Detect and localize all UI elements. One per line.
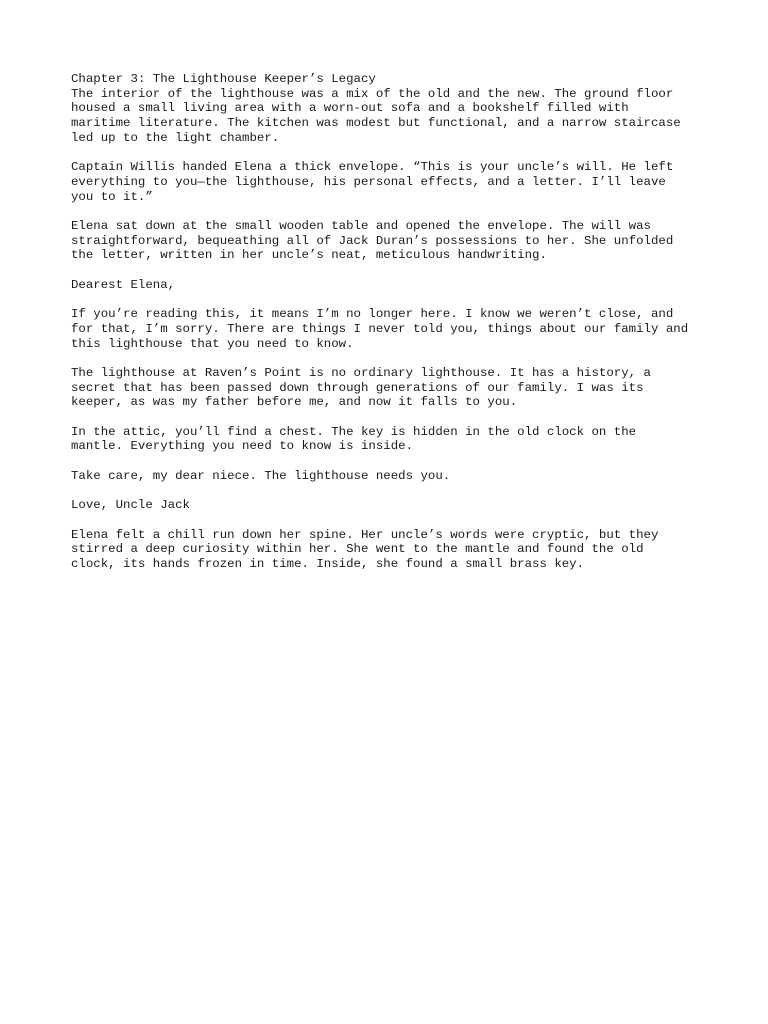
paragraph-brass-key: Elena felt a chill run down her spine. Her uncle’s words were cryptic, but they stirred a deep curiosity within her. She went to the mantle and found the old clock, its hands frozen in time. Inside, she found a small brass key. — [71, 527, 659, 572]
paragraph-lighthouse-interior: The interior of the lighthouse was a mix of the old and the new. The ground floor housed a small living area with a worn-out sofa and a bookshelf filled with maritime literature. The kitchen was modest but functional, and a narrow staircase led up to the light chamber. — [71, 86, 681, 145]
paragraph-captain-envelope: Captain Willis handed Elena a thick envelope. “This is your uncle’s will. He left everything to you—the lighthouse, his personal effects, and a letter. I’ll leave you to it.” — [71, 160, 674, 204]
document-page — [71, 72, 711, 586]
letter-signoff: Love, Uncle Jack — [71, 498, 190, 513]
letter-paragraph-take-care: Take care, my dear niece. The lighthouse needs you. — [71, 468, 451, 483]
letter-salutation: Dearest Elena, — [71, 277, 176, 292]
letter-paragraph-apology: If you’re reading this, it means I’m no longer here. I know we weren’t close, and for that, I’m sorry. There are things I never told you, things about our family and this lighthouse that you need to know. — [71, 307, 689, 351]
chapter-title: Chapter 3: The Lighthouse Keeper’s Legacy — [71, 72, 376, 86]
letter-paragraph-attic: In the attic, you’ll find a chest. The key is hidden in the old clock on the mantle. Everything you need to know is inside. — [71, 424, 637, 454]
paragraph-opening-will: Elena sat down at the small wooden table and opened the envelope. The will was straightforward, bequeathing all of Jack Duran’s possessions to her. She unfolded the letter, written in her uncle’s neat, meticulous handwriting. — [71, 219, 674, 263]
letter-paragraph-secret: The lighthouse at Raven’s Point is no ordinary lighthouse. It has a history, a secret that has been passed down through generations of our family. I was its keeper, as was my father before me, and now it falls to you. — [71, 365, 651, 410]
